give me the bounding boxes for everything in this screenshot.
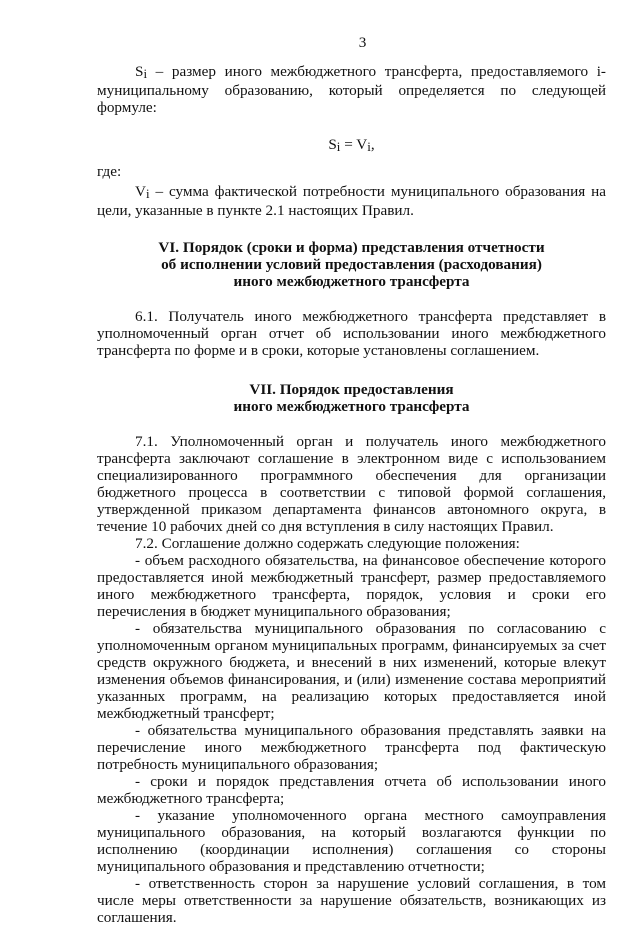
vi-definition-paragraph xyxy=(97,183,606,219)
section-6-heading-line-1: VI. Порядок (сроки и форма) представления отчетности xyxy=(158,239,545,256)
paragraph-6-1: 6.1. Получатель иного межбюджетного трансферта представляет в уполномоченный орган отчет об использовании иного межбюджетного трансферта по форме и в сроки, которые установлены соглашением. xyxy=(97,308,606,359)
formula-left: S xyxy=(328,136,337,153)
page-number: 3 xyxy=(358,34,367,51)
list-item: - ответственность сторон за нарушение условий соглашения, в том числе меры ответственности за нарушение обязательств, возникающих из соглашения. xyxy=(97,875,606,926)
formula-right-index: i xyxy=(367,139,371,154)
section-7-heading-line-2: иного межбюджетного трансферта xyxy=(233,398,470,415)
si-index: i xyxy=(143,66,148,81)
si-definition-text: – размер иного межбюджетного трансферта, предоставляемого i-муниципальному образованию, который определяется по следующей формуле: xyxy=(97,63,606,116)
paragraph-7-2: 7.2. Соглашение должно содержать следующие положения: xyxy=(135,535,520,552)
formula-left-index: i xyxy=(336,139,341,154)
section-6-heading-line-3: иного межбюджетного трансферта xyxy=(233,273,470,290)
formula-end: , xyxy=(370,136,375,153)
vi-symbol: V xyxy=(135,183,146,200)
section-7-heading xyxy=(97,381,606,415)
si-symbol: S xyxy=(135,63,144,80)
section-6-heading-line-2: об исполнении условий предоставления (расходования) xyxy=(161,256,542,273)
list-item: - обязательства муниципального образования по согласованию с уполномоченным органом муниципальных программ, финансируемых за счет средств окружного бюджета, и внесений в них изменений, которые влекут изменения объемов финансирования, и (или) изменение состава мероприятий указанных программ, на реализацию которых предоставляется иной межбюджетный трансферт; xyxy=(97,620,606,722)
list-item: - сроки и порядок представления отчета об использовании иного межбюджетного трансферта; xyxy=(97,773,606,807)
formula xyxy=(97,136,606,155)
section-7-heading-line-1: VII. Порядок предоставления xyxy=(249,381,454,398)
where-label: где: xyxy=(97,163,122,180)
vi-definition-text: – сумма фактической потребности муниципального образования на цели, указанные в пункте 2.1 настоящих Правил. xyxy=(97,183,606,219)
list-item: - обязательства муниципального образования представлять заявки на перечисление иного межбюджетного трансферта под фактическую потребность муниципального образования; xyxy=(97,722,606,773)
list-item: - объем расходного обязательства, на финансовое обеспечение которого предоставляется иной межбюджетный трансферт, размер предоставляемого иного межбюджетного трансферта, порядок, условия и сроки его перечисления в бюджет муниципального образования; xyxy=(97,552,606,620)
section-6-heading xyxy=(97,239,606,290)
si-definition-paragraph xyxy=(97,63,606,116)
vi-index: i xyxy=(145,186,150,201)
paragraph-7-1: 7.1. Уполномоченный орган и получатель иного межбюджетного трансферта заключают соглашение в электронном виде с использованием специализированного программного обеспечения для организации бюджетного процесса в соответствии с типовой формой соглашения, утвержденной приказом департамента финансов автономного округа, в течение 10 рабочих дней со дня вступления в силу настоящих Правил. xyxy=(97,433,606,535)
list-item: - указание уполномоченного органа местного самоуправления муниципального образования, на который возлагаются функции по исполнению (координации исполнения) соглашения со стороны муниципального образования и представлению отчетности; xyxy=(97,807,606,875)
formula-eq: = V xyxy=(340,136,368,153)
